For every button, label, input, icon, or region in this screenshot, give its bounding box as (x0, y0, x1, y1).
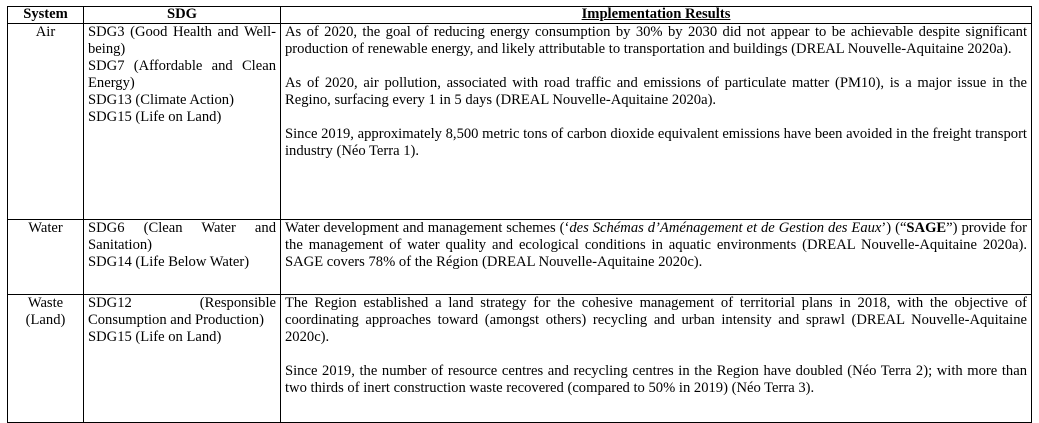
sdg-cell (84, 24, 281, 220)
sdg-item: SDG13 (Climate Action) (88, 92, 234, 108)
system-label: Air (35, 24, 56, 40)
results-cell (281, 24, 1032, 220)
results-cell (281, 220, 1032, 295)
sdg-item: SDG12 (Responsible Consumption and Production) (88, 295, 276, 328)
sdg-item: SDG7 (Affordable and Clean Energy) (88, 58, 276, 91)
system-label: Water (28, 220, 63, 236)
header-implementation-results: Implementation Results (281, 7, 1032, 24)
system-cell (8, 295, 84, 423)
header-sdg: SDG (84, 7, 281, 24)
table-row-water (8, 220, 1032, 295)
result-paragraph: As of 2020, the goal of reducing energy consumption by 30% by 2030 did not appear to be achievable despite significant production of renewable energy, and likely attributable to transportation and buildings (DREAL Nouvelle-Aquitaine 2020a). (285, 24, 1027, 57)
bold-acronym: SAGE (906, 220, 947, 236)
header-system: System (8, 7, 84, 24)
table-row-waste (8, 295, 1032, 423)
result-paragraph (285, 220, 1027, 271)
sdg-cell (84, 220, 281, 295)
system-cell (8, 220, 84, 295)
system-sublabel: (Land) (25, 312, 66, 328)
table-row-air (8, 24, 1032, 220)
result-paragraph: The Region established a land strategy for the cohesive management of territorial plans in 2018, with the objective of coordinating approaches toward (amongst others) recycling and urban intensity and sprawl (DREAL Nouvelle-Aquitaine 2020c). (285, 295, 1027, 345)
text-segment: ”) provide for the management of water quality and ecological conditions in aquatic environments (DREAL Nouvelle-Aquitaine 2020a). SAGE covers 78% of the Région (DREAL Nouvelle-Aquitaine 2020c). (285, 220, 1027, 270)
sdg-cell (84, 295, 281, 423)
system-label: Waste (27, 295, 64, 311)
sdg-item: SDG15 (Life on Land) (88, 109, 222, 125)
text-segment: Water development and management schemes (‘ (285, 220, 570, 236)
sdg-item: SDG3 (Good Health and Well-being) (88, 24, 276, 57)
result-paragraph: Since 2019, the number of resource centres and recycling centres in the Region have doubled (Néo Terra 2); with more than two thirds of inert construction waste recovered (compared to 50% in 2019) (Néo Terra 3). (285, 363, 1027, 396)
results-cell (281, 295, 1032, 423)
system-cell (8, 24, 84, 220)
sdg-results-table (7, 6, 1032, 423)
table-header-row (8, 7, 1032, 24)
results-table-container (7, 6, 1032, 423)
result-paragraph: Since 2019, approximately 8,500 metric tons of carbon dioxide equivalent emissions have been avoided in the freight transport industry (Néo Terra 1). (285, 126, 1027, 159)
italic-term: des Schémas d’Aménagement et de Gestion des Eaux (569, 220, 882, 236)
result-paragraph: As of 2020, air pollution, associated with road traffic and emissions of particulate matter (PM10), is a major issue in the Regino, surfacing every 1 in 5 days (DREAL Nouvelle-Aquitaine 2020a). (285, 75, 1027, 108)
sdg-item: SDG15 (Life on Land) (88, 329, 222, 345)
text-segment: ’) (“ (881, 220, 907, 236)
sdg-item: SDG6 (Clean Water and Sanitation) (88, 220, 276, 253)
sdg-item: SDG14 (Life Below Water) (88, 254, 250, 270)
